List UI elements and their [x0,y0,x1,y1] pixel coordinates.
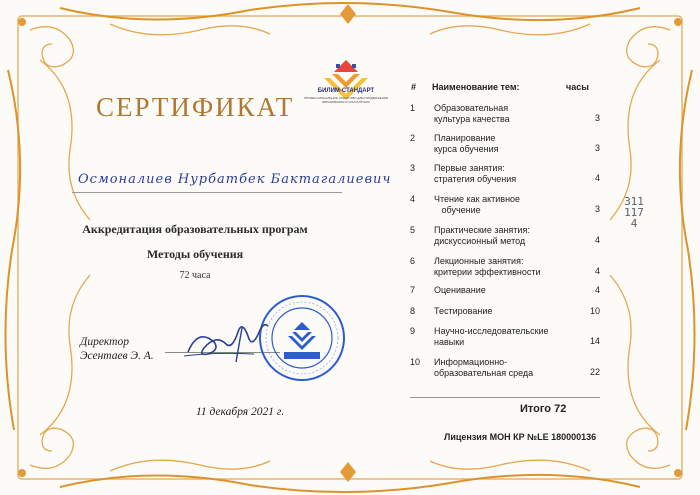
program-hours: 72 часа [179,270,211,281]
total-line [410,397,600,398]
row-num: 9 [410,326,416,336]
table-row [410,225,600,255]
table-row [410,103,600,133]
director-title: Директор [80,336,129,348]
row-num: 1 [410,103,416,113]
certificate-title: СЕРТИФИКАТ [96,92,295,122]
serial-number-stamp: 3111174 [624,195,644,230]
row-hours: 3 [594,204,600,214]
row-hours: 4 [594,235,600,245]
row-num: 2 [410,133,416,143]
row-num: 8 [410,306,416,316]
row-hours: 3 [594,143,600,153]
row-topic: Образовательная культура качества [434,103,510,124]
row-hours: 14 [589,336,600,346]
row-hours: 4 [594,285,600,295]
table-row [410,256,600,286]
table-row [410,133,600,163]
table-row [410,357,600,387]
row-num: 4 [410,194,416,204]
row-topic: Чтение как активное обучение [434,194,521,215]
row-hours: 4 [594,173,600,183]
director-signature [180,318,280,368]
table-header-name: Наименование тем: [432,82,520,92]
recipient-underline [72,192,342,193]
program-subtitle: Методы обучения [146,247,244,261]
issue-date: 11 декабря 2021 г. [196,406,285,418]
row-hours: 4 [594,266,600,276]
row-topic: Научно-исследовательские навыки [434,326,549,347]
row-num: 10 [410,357,421,367]
director-name: Эсентаев Э. А. [80,350,154,362]
license-number: Лицензия МОН КР №LE 180000136 [444,432,597,442]
row-topic: Тестирование [434,306,493,316]
total-hours: Итого 72 [520,403,567,415]
row-topic: Информационно- образовательная среда [434,357,534,378]
row-topic: Планирование курса обучения [434,133,499,154]
row-topic: Первые занятия: стратегия обучения [434,163,517,184]
table-row [410,194,600,224]
director-block [80,335,154,363]
row-num: 6 [410,256,416,266]
logo-tagline: ПРОФЕССИОНАЛЬНОЕ АГЕНТСТВО ДЛЯ ПРОДВИЖЕНИЯ ОБРАЗОВАНИЯ И КОНСАЛТИНГА [303,96,389,104]
table-header-num: # [411,82,417,92]
row-hours: 10 [589,306,600,316]
program-title: Аккредитация образовательных програм [82,222,308,236]
logo-name: БИЛИМ-СТАНДАРТ [317,88,375,94]
row-num: 7 [410,285,416,295]
row-hours: 22 [589,367,600,377]
row-num: 5 [410,225,416,235]
row-topic: Практические занятия: дискуссионный метод [434,225,530,246]
row-num: 3 [410,163,416,173]
row-hours: 3 [594,113,600,123]
recipient-name: Осмоналиев Нурбатбек Бактагалиевич [78,172,392,187]
table-header-hours: часы [566,82,589,92]
table-row [410,163,600,193]
row-topic: Оценивание [434,285,486,295]
row-topic: Лекционные занятия: критерии эффективности [434,256,541,277]
table-row [410,326,600,356]
